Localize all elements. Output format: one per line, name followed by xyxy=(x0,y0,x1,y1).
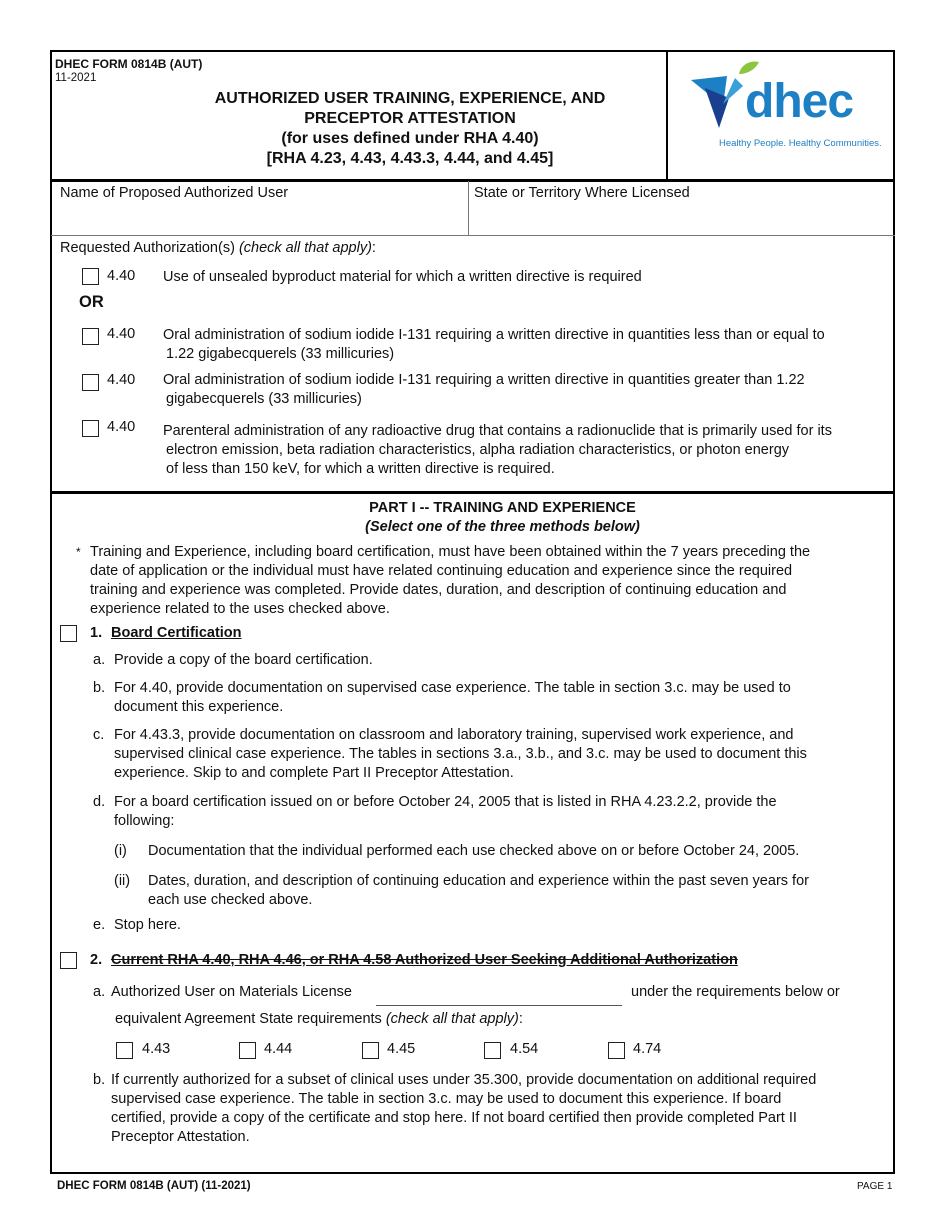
license-number-line xyxy=(376,1005,622,1006)
m1-b-text: For 4.40, provide documentation on supervised case experience. The table in section 3.c. may be used to document this experience. xyxy=(114,680,791,715)
footer-form-id: DHEC FORM 0814B (AUT) (11-2021) xyxy=(57,1180,251,1192)
option-3-text: Oral administration of sodium iodide I-131 requiring a written directive in quantities greater than 1.22 gigabecquerels (33 millicuries) xyxy=(163,372,805,407)
method2-title: Current RHA 4.40, RHA 4.46, or RHA 4.58 Authorized User Seeking Additional Authorization xyxy=(111,952,738,968)
check-444[interactable] xyxy=(239,1042,256,1059)
page-number: PAGE 1 xyxy=(857,1181,893,1192)
check-444-label: 4.44 xyxy=(264,1041,293,1057)
m1-a-text: Provide a copy of the board certification. xyxy=(114,652,373,668)
option-3-checkbox[interactable] xyxy=(82,374,99,391)
field-divider xyxy=(468,181,469,236)
dhec-logo xyxy=(683,58,883,153)
part1-heading: PART I -- TRAINING AND EXPERIENCE xyxy=(369,500,636,516)
option-1-text: Use of unsealed byproduct material for which a written directive is required xyxy=(163,269,642,285)
m1-e-letter: e. xyxy=(93,917,106,933)
check-454[interactable] xyxy=(484,1042,501,1059)
section-rule xyxy=(51,491,895,494)
check-474[interactable] xyxy=(608,1042,625,1059)
m1-d-i-label: (i) xyxy=(114,843,127,859)
fields-bottom-rule xyxy=(51,235,895,236)
check-445[interactable] xyxy=(362,1042,379,1059)
m1-d-i-text: Documentation that the individual performed each use checked above on or before October 24, 2005. xyxy=(148,843,800,859)
option-4-code: 4.40 xyxy=(107,419,136,435)
option-3-code: 4.40 xyxy=(107,372,136,388)
option-4-checkbox[interactable] xyxy=(82,420,99,437)
option-1-checkbox[interactable] xyxy=(82,268,99,285)
logo-wordmark: dhec xyxy=(745,75,854,128)
m1-e-text: Stop here. xyxy=(114,917,181,933)
m1-b-letter: b. xyxy=(93,680,106,696)
check-474-label: 4.74 xyxy=(633,1041,662,1057)
m2-a-text-pre: Authorized User on Materials License xyxy=(111,984,352,1000)
header-bottom-rule xyxy=(51,179,895,182)
m1-d-letter: d. xyxy=(93,794,106,810)
part1-subheading: (Select one of the three methods below) xyxy=(365,519,640,535)
check-443-label: 4.43 xyxy=(142,1041,171,1057)
m1-c-text: For 4.43.3, provide documentation on classroom and laboratory training, supervised work experience, and supervised clinical case experience. The tables in sections 3.a., 3.b., and 3.c. may be used to document this experience. Skip to and complete Part II Preceptor Attestation. xyxy=(114,727,807,781)
m2-a-letter: a. xyxy=(93,984,106,1000)
m1-a-letter: a. xyxy=(93,652,106,668)
note-asterisk: * xyxy=(76,545,81,559)
option-2-code: 4.40 xyxy=(107,326,136,342)
m2-b-text: If currently authorized for a subset of clinical uses under 35.300, provide documentation on additional required supervised case experience. The table in section 3.c. may be used to document this experience. If board certified, provide a copy of the certificate and stop here. If not board certified then provide completed Part II Preceptor Attestation. xyxy=(111,1072,817,1145)
check-445-label: 4.45 xyxy=(387,1041,416,1057)
option-1-code: 4.40 xyxy=(107,268,136,284)
name-input[interactable] xyxy=(51,184,467,234)
method2-number: 2. xyxy=(90,952,103,968)
method1-checkbox[interactable] xyxy=(60,625,77,642)
header-divider xyxy=(666,51,668,181)
logo-tagline: Healthy People. Healthy Communities. xyxy=(719,138,882,149)
check-443[interactable] xyxy=(116,1042,133,1059)
method2-checkbox[interactable] xyxy=(60,952,77,969)
m2-a-line2: equivalent Agreement State requirements (check all that apply): xyxy=(115,1011,523,1027)
m1-d-text: For a board certification issued on or before October 24, 2005 that is listed in RHA 4.23.2.2, provide the following: xyxy=(114,794,777,829)
name-field-label: Name of Proposed Authorized User xyxy=(60,185,289,201)
state-input[interactable] xyxy=(470,184,894,234)
option-2-text: Oral administration of sodium iodide I-131 requiring a written directive in quantities less than or equal to 1.22 gigabecquerels (33 millicuries) xyxy=(163,327,825,362)
requested-label: Requested Authorization(s) (check all that apply): xyxy=(60,240,376,256)
option-4-text: Parenteral administration of any radioactive drug that contains a radionuclide that is primarily used for its electron emission, beta radiation characteristics, alpha radiation characteristics, or photon energy of less than 150 keV, for which a written directive is required. xyxy=(163,423,832,477)
page-title: AUTHORIZED USER TRAINING, EXPERIENCE, AND PRECEPTOR ATTESTATION (for uses defined under RHA 4.40) [RHA 4.23, 4.43, 4.43.3, 4.44, and 4.45] xyxy=(214,90,606,167)
m1-c-letter: c. xyxy=(93,727,105,743)
option-2-checkbox[interactable] xyxy=(82,328,99,345)
m1-d-ii-text: Dates, duration, and description of continuing education and experience within the past seven years for each use checked above. xyxy=(148,873,809,908)
m2-a-text-post: under the requirements below or xyxy=(631,984,840,1000)
note-text: Training and Experience, including board certification, must have been obtained within the 7 years preceding the date of application or the individual must have related continuing education and experience since the required training and experience was completed. Provide dates, duration, and description of continuing education and experience related to the uses checked above. xyxy=(90,544,811,617)
or-separator: OR xyxy=(79,293,104,311)
state-field-label: State or Territory Where Licensed xyxy=(474,185,690,201)
method1-title: Board Certification xyxy=(111,625,242,641)
license-number-input[interactable] xyxy=(376,983,622,1005)
m1-d-ii-label: (ii) xyxy=(114,873,131,889)
form-revision: 11-2021 xyxy=(55,72,97,84)
m2-b-letter: b. xyxy=(93,1072,106,1088)
method1-number: 1. xyxy=(90,625,103,641)
check-454-label: 4.54 xyxy=(510,1041,539,1057)
form-id: DHEC FORM 0814B (AUT) xyxy=(55,57,203,71)
